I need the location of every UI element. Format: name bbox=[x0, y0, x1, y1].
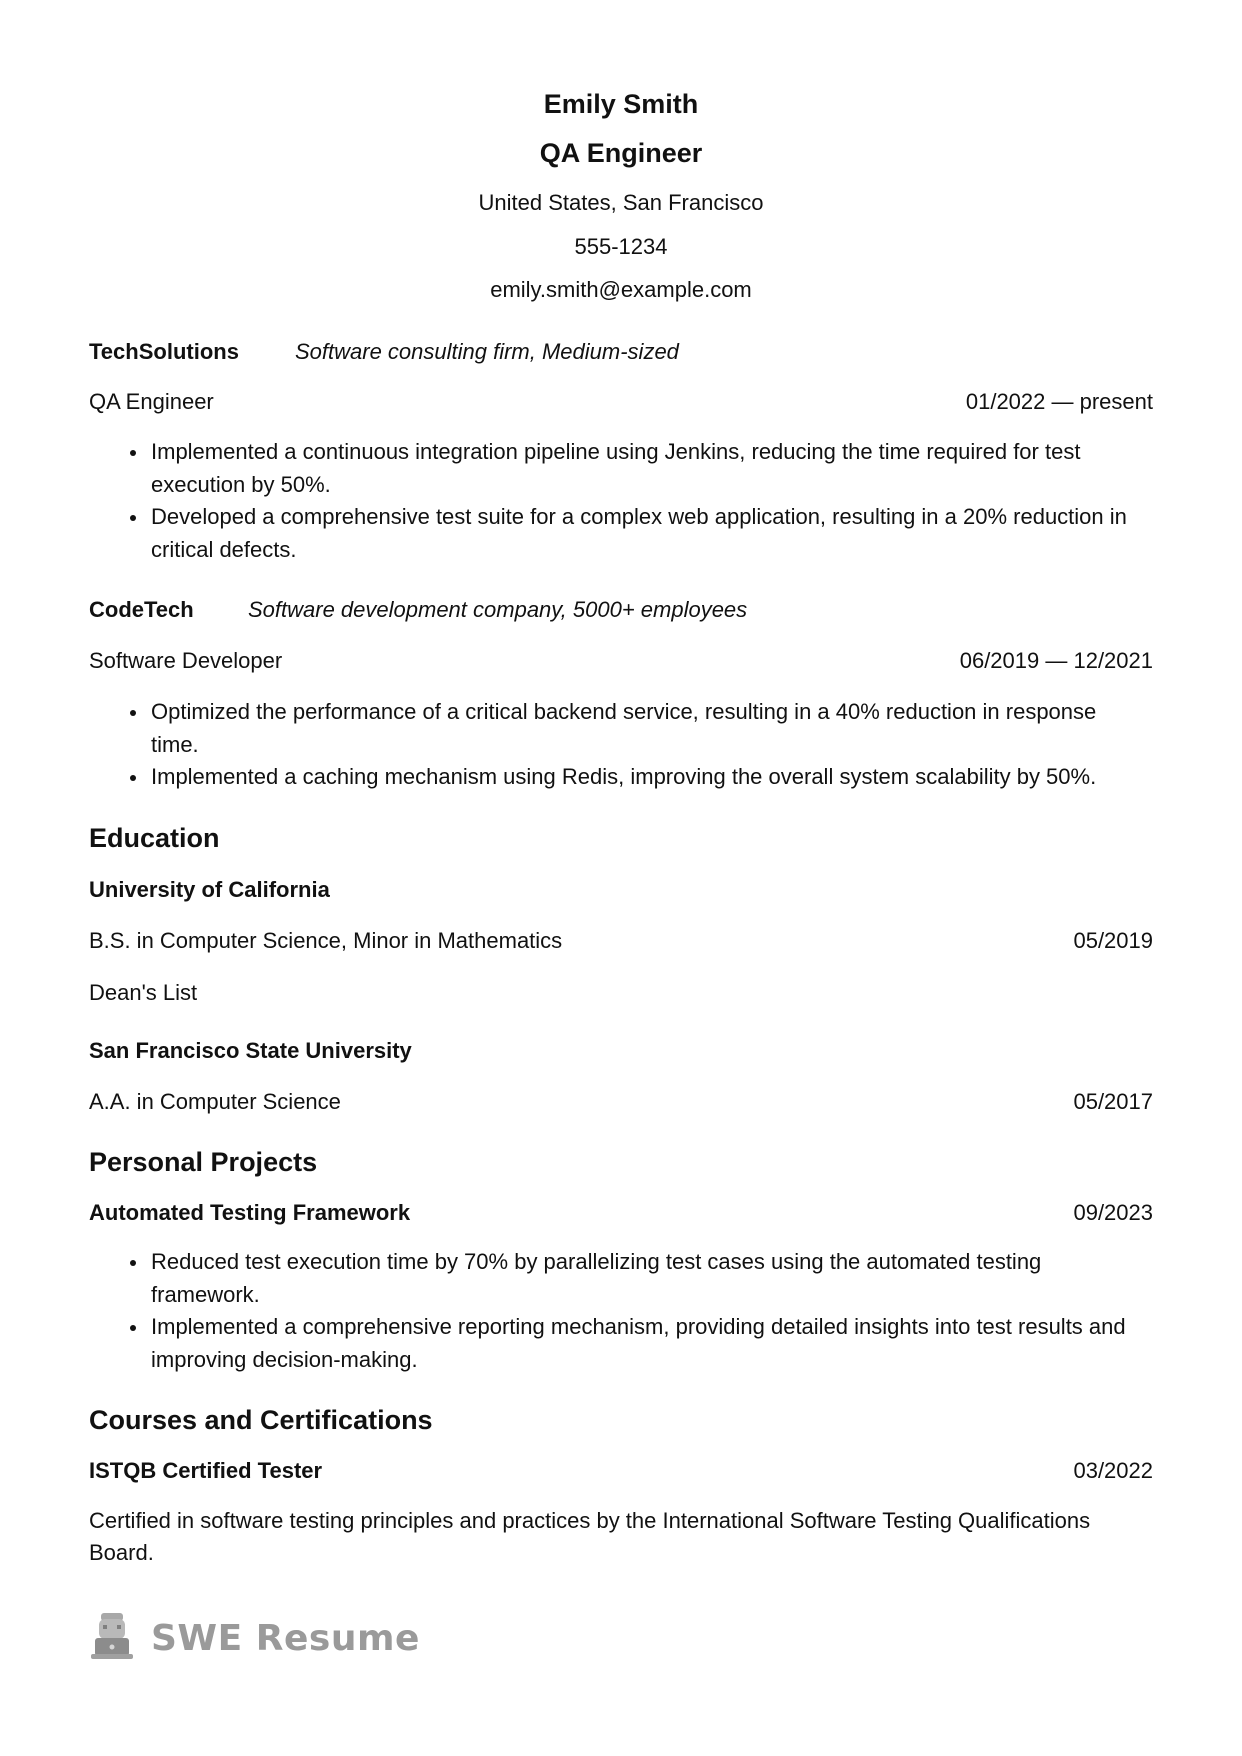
graduation-date: 05/2017 bbox=[1073, 1089, 1153, 1114]
experience-role-row bbox=[89, 647, 1153, 675]
company-description: Software development company, 5000+ employees bbox=[248, 597, 748, 622]
education-degree-row bbox=[89, 1088, 1153, 1116]
candidate-phone: 555-1234 bbox=[574, 234, 668, 259]
experience-bullets bbox=[89, 696, 1153, 794]
project-bullets bbox=[89, 1246, 1153, 1376]
project-row bbox=[89, 1199, 1153, 1227]
experience-role-row bbox=[89, 388, 1153, 416]
person-laptop-icon bbox=[89, 1611, 135, 1666]
education-note: Dean's List bbox=[89, 980, 198, 1005]
degree: B.S. in Computer Science, Minor in Mathematics bbox=[89, 928, 563, 953]
graduation-date: 05/2019 bbox=[1073, 928, 1153, 953]
list-item: Implemented a continuous integration pipeline using Jenkins, reducing the time required for test execution by 50%. bbox=[89, 436, 1153, 501]
school-name: University of California bbox=[89, 877, 330, 902]
experience-bullets bbox=[89, 436, 1153, 566]
list-item: Optimized the performance of a critical backend service, resulting in a 40% reduction in response time. bbox=[89, 696, 1153, 761]
list-item: Implemented a comprehensive reporting mechanism, providing detailed insights into test results and improving decision-making. bbox=[89, 1311, 1153, 1376]
experience-company-row bbox=[89, 338, 1153, 366]
course-description: Certified in software testing principles and practices by the International Software Testing Qualifications Board. bbox=[89, 1508, 1091, 1565]
job-dates: 01/2022 — present bbox=[965, 389, 1153, 414]
candidate-title: QA Engineer bbox=[539, 138, 703, 168]
education-degree-row bbox=[89, 927, 1153, 955]
resume-page bbox=[89, 0, 1153, 1756]
course-date: 03/2022 bbox=[1073, 1458, 1153, 1483]
project-date: 09/2023 bbox=[1073, 1200, 1153, 1225]
swe-resume-logo bbox=[89, 1613, 420, 1663]
candidate-email: emily.smith@example.com bbox=[490, 277, 752, 302]
list-item: Reduced test execution time by 70% by parallelizing test cases using the automated testing framework. bbox=[89, 1246, 1153, 1311]
company-name: TechSolutions bbox=[89, 339, 239, 364]
course-row bbox=[89, 1457, 1153, 1485]
logo-text: SWE Resume bbox=[151, 1617, 420, 1659]
degree: A.A. in Computer Science bbox=[89, 1089, 341, 1114]
section-heading-projects: Personal Projects bbox=[89, 1147, 318, 1177]
job-dates: 06/2019 — 12/2021 bbox=[959, 648, 1153, 673]
section-heading-courses: Courses and Certifications bbox=[89, 1405, 433, 1435]
company-description: Software consulting firm, Medium-sized bbox=[295, 339, 679, 364]
list-item: Implemented a caching mechanism using Redis, improving the overall system scalability by 50%. bbox=[89, 761, 1153, 794]
project-name: Automated Testing Framework bbox=[89, 1200, 411, 1225]
job-role: Software Developer bbox=[89, 648, 283, 673]
list-item: Developed a comprehensive test suite for a complex web application, resulting in a 20% reduction in critical defects. bbox=[89, 501, 1153, 566]
candidate-name: Emily Smith bbox=[543, 89, 699, 119]
section-heading-education: Education bbox=[89, 823, 220, 853]
experience-company-row bbox=[89, 596, 1153, 624]
school-name: San Francisco State University bbox=[89, 1038, 412, 1063]
course-name: ISTQB Certified Tester bbox=[89, 1458, 323, 1483]
job-role: QA Engineer bbox=[89, 389, 214, 414]
candidate-location: United States, San Francisco bbox=[478, 190, 764, 215]
company-name: CodeTech bbox=[89, 597, 194, 622]
